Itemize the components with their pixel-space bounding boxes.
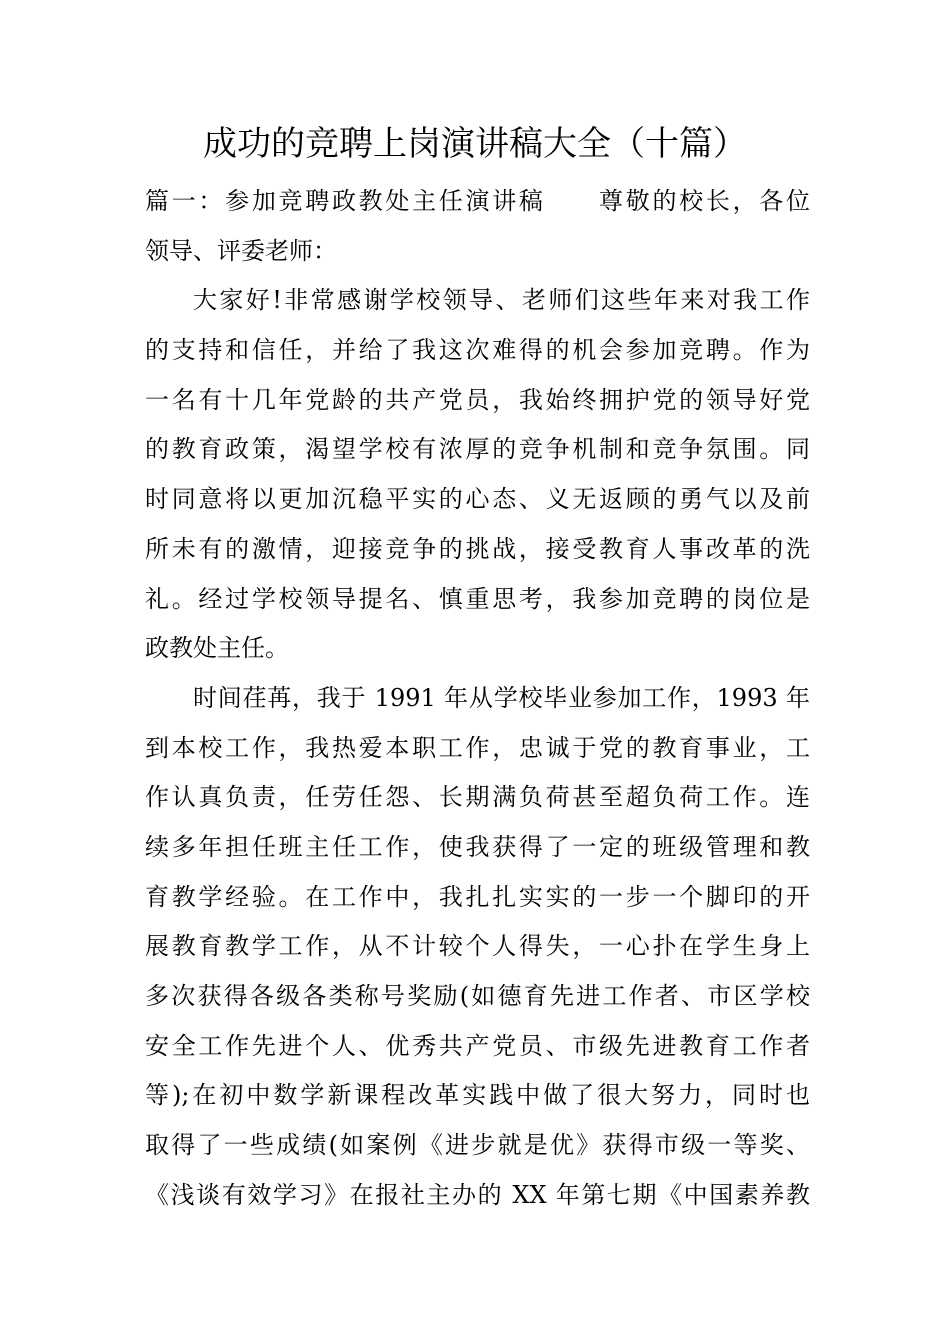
text-line-16: 展教育教学工作，从不计较个人得失，一心扑在学生身上 [145, 932, 810, 961]
text-line-18: 安全工作先进个人、优秀共产党员、市级先进教育工作者 [145, 1031, 810, 1060]
text-line-1: 篇一：参加竞聘政教处主任演讲稿 尊敬的校长，各位 [145, 187, 810, 215]
text-line-4: 的支持和信任，并给了我这次难得的机会参加竞聘。作为 [145, 336, 810, 365]
text-line-17: 多次获得各级各类称号奖励(如德育先进工作者、市区学校 [145, 982, 810, 1010]
text-line-8: 所未有的激情，迎接竞争的挑战，接受教育人事改革的洗 [145, 534, 810, 563]
text-line-21: 《浅谈有效学习》在报社主办的 XX 年第七期《中国素养教 [145, 1180, 810, 1209]
text-line-9: 礼。经过学校领导提名、慎重思考，我参加竞聘的岗位是 [145, 584, 810, 613]
text-line-2: 领导、评委老师： [145, 236, 337, 265]
text-line-12: 到本校工作，我热爱本职工作，忠诚于党的教育事业，工 [145, 733, 810, 762]
text-line-3: 大家好!非常感谢学校领导、老师们这些年来对我工作 [193, 286, 810, 315]
text-line-13: 作认真负责，任劳任怨、长期满负荷甚至超负荷工作。连 [145, 783, 810, 812]
text-line-15: 育教学经验。在工作中，我扎扎实实的一步一个脚印的开 [145, 882, 810, 911]
text-line-20: 取得了一些成绩(如案例《进步就是优》获得市级一等奖、 [145, 1131, 810, 1160]
text-line-14: 续多年担任班主任工作，使我获得了一定的班级管理和教 [145, 832, 810, 861]
document-body [145, 177, 810, 1220]
text-line-10: 政教处主任。 [145, 634, 289, 663]
text-line-7: 时同意将以更加沉稳平实的心态、义无返顾的勇气以及前 [145, 485, 810, 514]
text-line-5: 一名有十几年党龄的共产党员，我始终拥护党的领导好党 [145, 385, 810, 414]
document-title: 成功的竞聘上岗演讲稿大全（十篇） [203, 124, 747, 164]
text-line-11: 时间荏苒，我于 1991 年从学校毕业参加工作，1993 年 [193, 683, 810, 712]
text-line-6: 的教育政策，渴望学校有浓厚的竞争机制和竞争氛围。同 [145, 435, 810, 464]
text-line-19: 等);在初中数学新课程改革实践中做了很大努力，同时也 [145, 1081, 810, 1110]
